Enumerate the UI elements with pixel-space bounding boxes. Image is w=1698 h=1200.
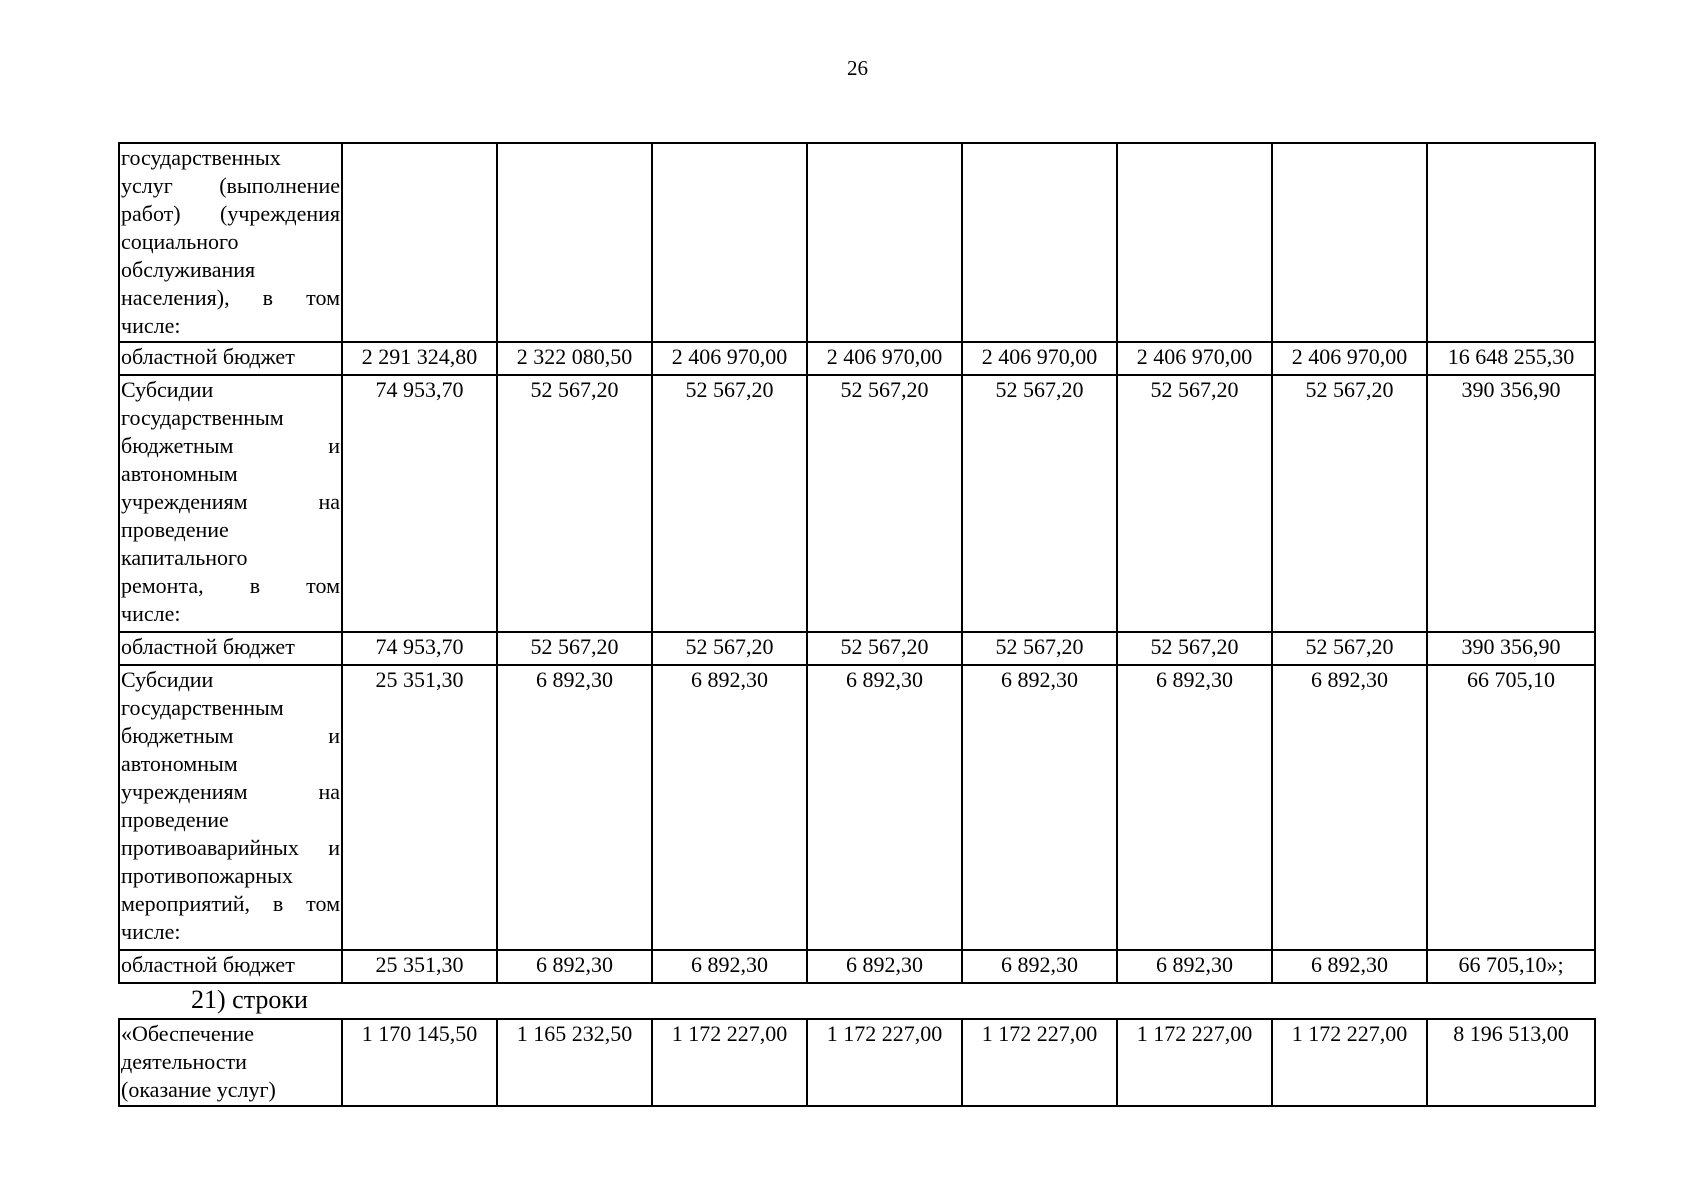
value-cell: 2 406 970,00 (962, 342, 1117, 375)
row-label-line: социального (121, 229, 239, 254)
value-cell (1272, 143, 1427, 342)
row-label (119, 143, 342, 342)
row-label-line: числе: (121, 313, 181, 338)
value-cell: 52 567,20 (962, 632, 1117, 665)
table-row (119, 632, 1595, 665)
row-label-line: мероприятий, в том (121, 891, 340, 916)
value-cell: 1 172 227,00 (962, 1019, 1117, 1106)
table-row (119, 143, 1595, 342)
value-cell: 52 567,20 (1117, 632, 1272, 665)
value-cell: 6 892,30 (807, 665, 962, 950)
total-cell: 66 705,10 (1427, 665, 1595, 950)
row-label-line: проведение (121, 517, 229, 542)
value-cell: 2 406 970,00 (807, 342, 962, 375)
value-cell: 52 567,20 (652, 632, 807, 665)
row-label-line: (оказание услуг) (121, 1077, 276, 1102)
row-label (119, 1019, 342, 1106)
row-label (119, 665, 342, 950)
value-cell: 52 567,20 (1117, 375, 1272, 632)
total-cell: 16 648 255,30 (1427, 342, 1595, 375)
row-label-line: деятельности (121, 1049, 247, 1074)
value-cell: 52 567,20 (652, 375, 807, 632)
value-cell: 1 165 232,50 (497, 1019, 652, 1106)
row-label-line: числе: (121, 601, 181, 626)
row-label-line: государственных (121, 145, 281, 170)
value-cell: 6 892,30 (962, 665, 1117, 950)
total-cell: 390 356,90 (1427, 375, 1595, 632)
value-cell: 6 892,30 (807, 950, 962, 983)
value-cell: 6 892,30 (962, 950, 1117, 983)
value-cell: 52 567,20 (497, 375, 652, 632)
value-cell: 1 172 227,00 (652, 1019, 807, 1106)
row-label (119, 375, 342, 632)
total-cell: 390 356,90 (1427, 632, 1595, 665)
row-label-line: ремонта, в том (121, 573, 340, 598)
row-label-line: услуг (выполнение (121, 173, 340, 198)
value-cell (342, 143, 497, 342)
row-label-line: «Обеспечение (121, 1021, 254, 1046)
table-row (119, 1019, 1595, 1106)
row-label-line: противоаварийных и (121, 835, 340, 860)
value-cell (807, 143, 962, 342)
section-heading: 21) строки (191, 985, 308, 1014)
row-label (119, 342, 342, 375)
row-label-line: населения), в том (121, 285, 340, 310)
row-label-line: автономным (121, 461, 238, 486)
row-label-line: числе: (121, 919, 181, 944)
row-label-line: областной бюджет (121, 952, 295, 977)
row-label-line: областной бюджет (121, 344, 295, 369)
row-label-line: бюджетным и (121, 723, 340, 748)
row-label (119, 950, 342, 983)
value-cell: 74 953,70 (342, 632, 497, 665)
row-label-line: Субсидии (121, 667, 214, 692)
value-cell: 2 291 324,80 (342, 342, 497, 375)
row-label-line: бюджетным и (121, 433, 340, 458)
value-cell: 2 322 080,50 (497, 342, 652, 375)
value-cell (652, 143, 807, 342)
value-cell: 6 892,30 (652, 950, 807, 983)
value-cell: 52 567,20 (807, 375, 962, 632)
page-number: 26 (847, 56, 868, 80)
total-cell: 66 705,10»; (1427, 950, 1595, 983)
value-cell (497, 143, 652, 342)
value-cell: 1 172 227,00 (1117, 1019, 1272, 1106)
value-cell: 1 172 227,00 (807, 1019, 962, 1106)
value-cell (1117, 143, 1272, 342)
row-label-line: государственным (121, 695, 284, 720)
row-label-line: государственным (121, 405, 284, 430)
row-label (119, 632, 342, 665)
budget-table (118, 142, 1596, 984)
value-cell: 6 892,30 (497, 665, 652, 950)
table-row (119, 950, 1595, 983)
budget-table-continued (118, 1018, 1596, 1107)
value-cell (962, 143, 1117, 342)
row-label-line: учреждениям на (121, 489, 340, 514)
total-cell (1427, 143, 1595, 342)
value-cell: 52 567,20 (1272, 375, 1427, 632)
value-cell: 52 567,20 (962, 375, 1117, 632)
table-row (119, 375, 1595, 632)
value-cell: 52 567,20 (1272, 632, 1427, 665)
row-label-line: противопожарных (121, 863, 293, 888)
value-cell: 2 406 970,00 (652, 342, 807, 375)
total-cell: 8 196 513,00 (1427, 1019, 1595, 1106)
table-row (119, 665, 1595, 950)
value-cell: 6 892,30 (1117, 950, 1272, 983)
value-cell: 6 892,30 (652, 665, 807, 950)
value-cell: 2 406 970,00 (1272, 342, 1427, 375)
value-cell: 6 892,30 (1272, 950, 1427, 983)
value-cell: 6 892,30 (497, 950, 652, 983)
row-label-line: Субсидии (121, 377, 214, 402)
row-label-line: работ) (учреждения (121, 201, 340, 226)
value-cell: 1 172 227,00 (1272, 1019, 1427, 1106)
value-cell: 52 567,20 (807, 632, 962, 665)
value-cell: 74 953,70 (342, 375, 497, 632)
value-cell: 25 351,30 (342, 950, 497, 983)
value-cell: 25 351,30 (342, 665, 497, 950)
value-cell: 52 567,20 (497, 632, 652, 665)
row-label-line: областной бюджет (121, 634, 295, 659)
row-label-line: проведение (121, 807, 229, 832)
value-cell: 1 170 145,50 (342, 1019, 497, 1106)
row-label-line: автономным (121, 751, 238, 776)
row-label-line: учреждениям на (121, 779, 340, 804)
value-cell: 2 406 970,00 (1117, 342, 1272, 375)
row-label-line: обслуживания (121, 257, 256, 282)
value-cell: 6 892,30 (1272, 665, 1427, 950)
value-cell: 6 892,30 (1117, 665, 1272, 950)
row-label-line: капитального (121, 545, 248, 570)
table-row (119, 342, 1595, 375)
